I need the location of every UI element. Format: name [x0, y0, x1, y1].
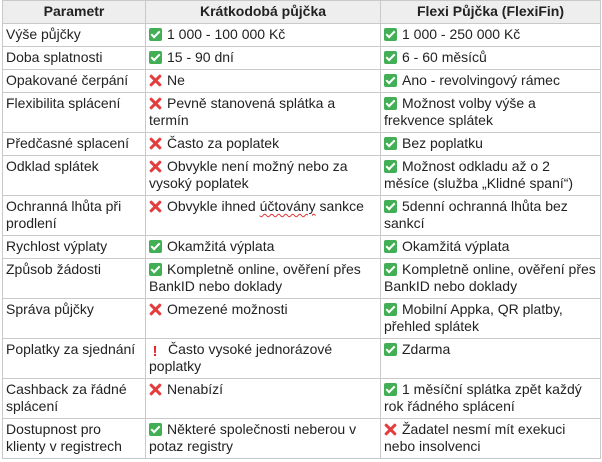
cell-flexi [381, 299, 601, 339]
table-row [3, 70, 601, 93]
table-row [3, 133, 601, 156]
cell-text: Často vysoké jednorázové poplatky [149, 341, 333, 374]
cell-kratkodoba [146, 156, 381, 196]
table-row [3, 156, 601, 196]
cell-kratkodoba [146, 419, 381, 459]
cell-text: Obvykle není možný nebo za vysoký poplatek [149, 158, 348, 191]
cross-icon [149, 303, 162, 316]
cell-kratkodoba [146, 70, 381, 93]
cell-flexi [381, 133, 601, 156]
check-icon [384, 51, 397, 64]
check-icon [384, 160, 397, 173]
table-row [3, 236, 601, 259]
row-parameter: Rychlost výplaty [3, 236, 146, 259]
row-parameter: Opakované čerpání [3, 70, 146, 93]
cell-kratkodoba [146, 236, 381, 259]
header-kratkodoba-pujcka: Krátkodobá půjčka [146, 1, 381, 24]
cell-text: 1 000 - 100 000 Kč [167, 26, 286, 42]
cross-icon [149, 200, 162, 213]
cell-text: Možnost odkladu až o 2 měsíce (služba „Klidné spaní“) [384, 158, 574, 191]
cell-text: Ano - revolvingový rámec [402, 72, 560, 88]
cell-text: Ne [167, 72, 185, 88]
cell-kratkodoba [146, 93, 381, 133]
table-row [3, 24, 601, 47]
cell-flexi [381, 259, 601, 299]
row-parameter: Poplatky za sjednání [3, 339, 146, 379]
header-flexi-pujcka: Flexi Půjčka (FlexiFin) [381, 1, 601, 24]
cell-text: Okamžitá výplata [402, 238, 510, 254]
cell-text: Některé společnosti neberou v potaz registry [149, 421, 357, 454]
cross-icon [149, 74, 162, 87]
check-icon [384, 240, 397, 253]
exclamation-icon [152, 345, 158, 358]
cell-kratkodoba [146, 133, 381, 156]
check-icon [384, 383, 397, 396]
cell-text: Možnost volby výše a frekvence splátek [384, 95, 536, 128]
table-row [3, 196, 601, 236]
table-row [3, 93, 601, 133]
cell-kratkodoba [146, 379, 381, 419]
row-parameter: Správa půjčky [3, 299, 146, 339]
cell-kratkodoba [146, 47, 381, 70]
table-row [3, 419, 601, 459]
cell-text: Kompletně online, ověření přes BankID nebo doklady [149, 261, 361, 294]
cell-text: Nenabízí [167, 381, 224, 397]
check-icon [384, 343, 397, 356]
check-icon [384, 74, 397, 87]
cell-flexi [381, 419, 601, 459]
cell-kratkodoba [146, 196, 381, 236]
cell-text: Bez poplatku [402, 135, 483, 151]
cell-flexi [381, 93, 601, 133]
cell-text: Mobilní Appka, QR platby, přehled splátek [384, 301, 563, 334]
row-parameter: Doba splatnosti [3, 47, 146, 70]
header-parametr: Parametr [3, 1, 146, 24]
cell-text: 1 měsíční splátka zpět každý rok řádného splácení [384, 381, 582, 414]
cell-text: Pevně stanovená splátka a termín [149, 95, 336, 128]
check-icon [384, 28, 397, 41]
row-parameter: Dostupnost pro klienty v registrech [3, 419, 146, 459]
check-icon [384, 200, 397, 213]
cell-text: Často za poplatek [167, 135, 280, 151]
row-parameter: Předčasné splacení [3, 133, 146, 156]
cell-flexi [381, 339, 601, 379]
row-parameter: Ochranná lhůta při prodlení [3, 196, 146, 236]
cell-flexi [381, 24, 601, 47]
table-row [3, 339, 601, 379]
check-icon [384, 263, 397, 276]
cross-icon [149, 383, 162, 396]
cross-icon [384, 423, 397, 436]
check-icon [149, 263, 162, 276]
table-row [3, 259, 601, 299]
cell-flexi [381, 70, 601, 93]
cell-text: Žadatel nesmí mít exekuci nebo insolvenci [384, 421, 566, 454]
cell-text: 5denní ochranná lhůta bez sankcí [384, 198, 568, 231]
cell-flexi [381, 236, 601, 259]
check-icon [384, 303, 397, 316]
cell-text: 6 - 60 měsíců [402, 49, 487, 65]
header-row [3, 1, 601, 24]
row-parameter: Cashback za řádné splácení [3, 379, 146, 419]
cell-text: Okamžitá výplata [167, 238, 275, 254]
table-row [3, 47, 601, 70]
cell-kratkodoba [146, 299, 381, 339]
check-icon [384, 137, 397, 150]
cell-text: 15 - 90 dní [167, 49, 234, 65]
cell-kratkodoba [146, 259, 381, 299]
cell-text: Obvykle ihned účtovány sankce [167, 198, 364, 214]
cell-kratkodoba [146, 339, 381, 379]
cell-flexi [381, 47, 601, 70]
cross-icon [149, 137, 162, 150]
table-row [3, 299, 601, 339]
row-parameter: Způsob žádosti [3, 259, 146, 299]
check-icon [149, 423, 162, 436]
row-parameter: Odklad splátek [3, 156, 146, 196]
check-icon [149, 28, 162, 41]
check-icon [384, 97, 397, 110]
comparison-table [2, 0, 601, 459]
cell-text: Omezené možnosti [167, 301, 288, 317]
cross-icon [149, 97, 162, 110]
cell-kratkodoba [146, 24, 381, 47]
cell-flexi [381, 196, 601, 236]
row-parameter: Výše půjčky [3, 24, 146, 47]
cell-text: Kompletně online, ověření přes BankID nebo doklady [384, 261, 596, 294]
row-parameter: Flexibilita splácení [3, 93, 146, 133]
check-icon [149, 240, 162, 253]
table-row [3, 379, 601, 419]
cross-icon [149, 160, 162, 173]
check-icon [149, 51, 162, 64]
cell-text: Zdarma [402, 341, 451, 357]
cell-flexi [381, 379, 601, 419]
cell-flexi [381, 156, 601, 196]
cell-text: 1 000 - 250 000 Kč [402, 26, 521, 42]
